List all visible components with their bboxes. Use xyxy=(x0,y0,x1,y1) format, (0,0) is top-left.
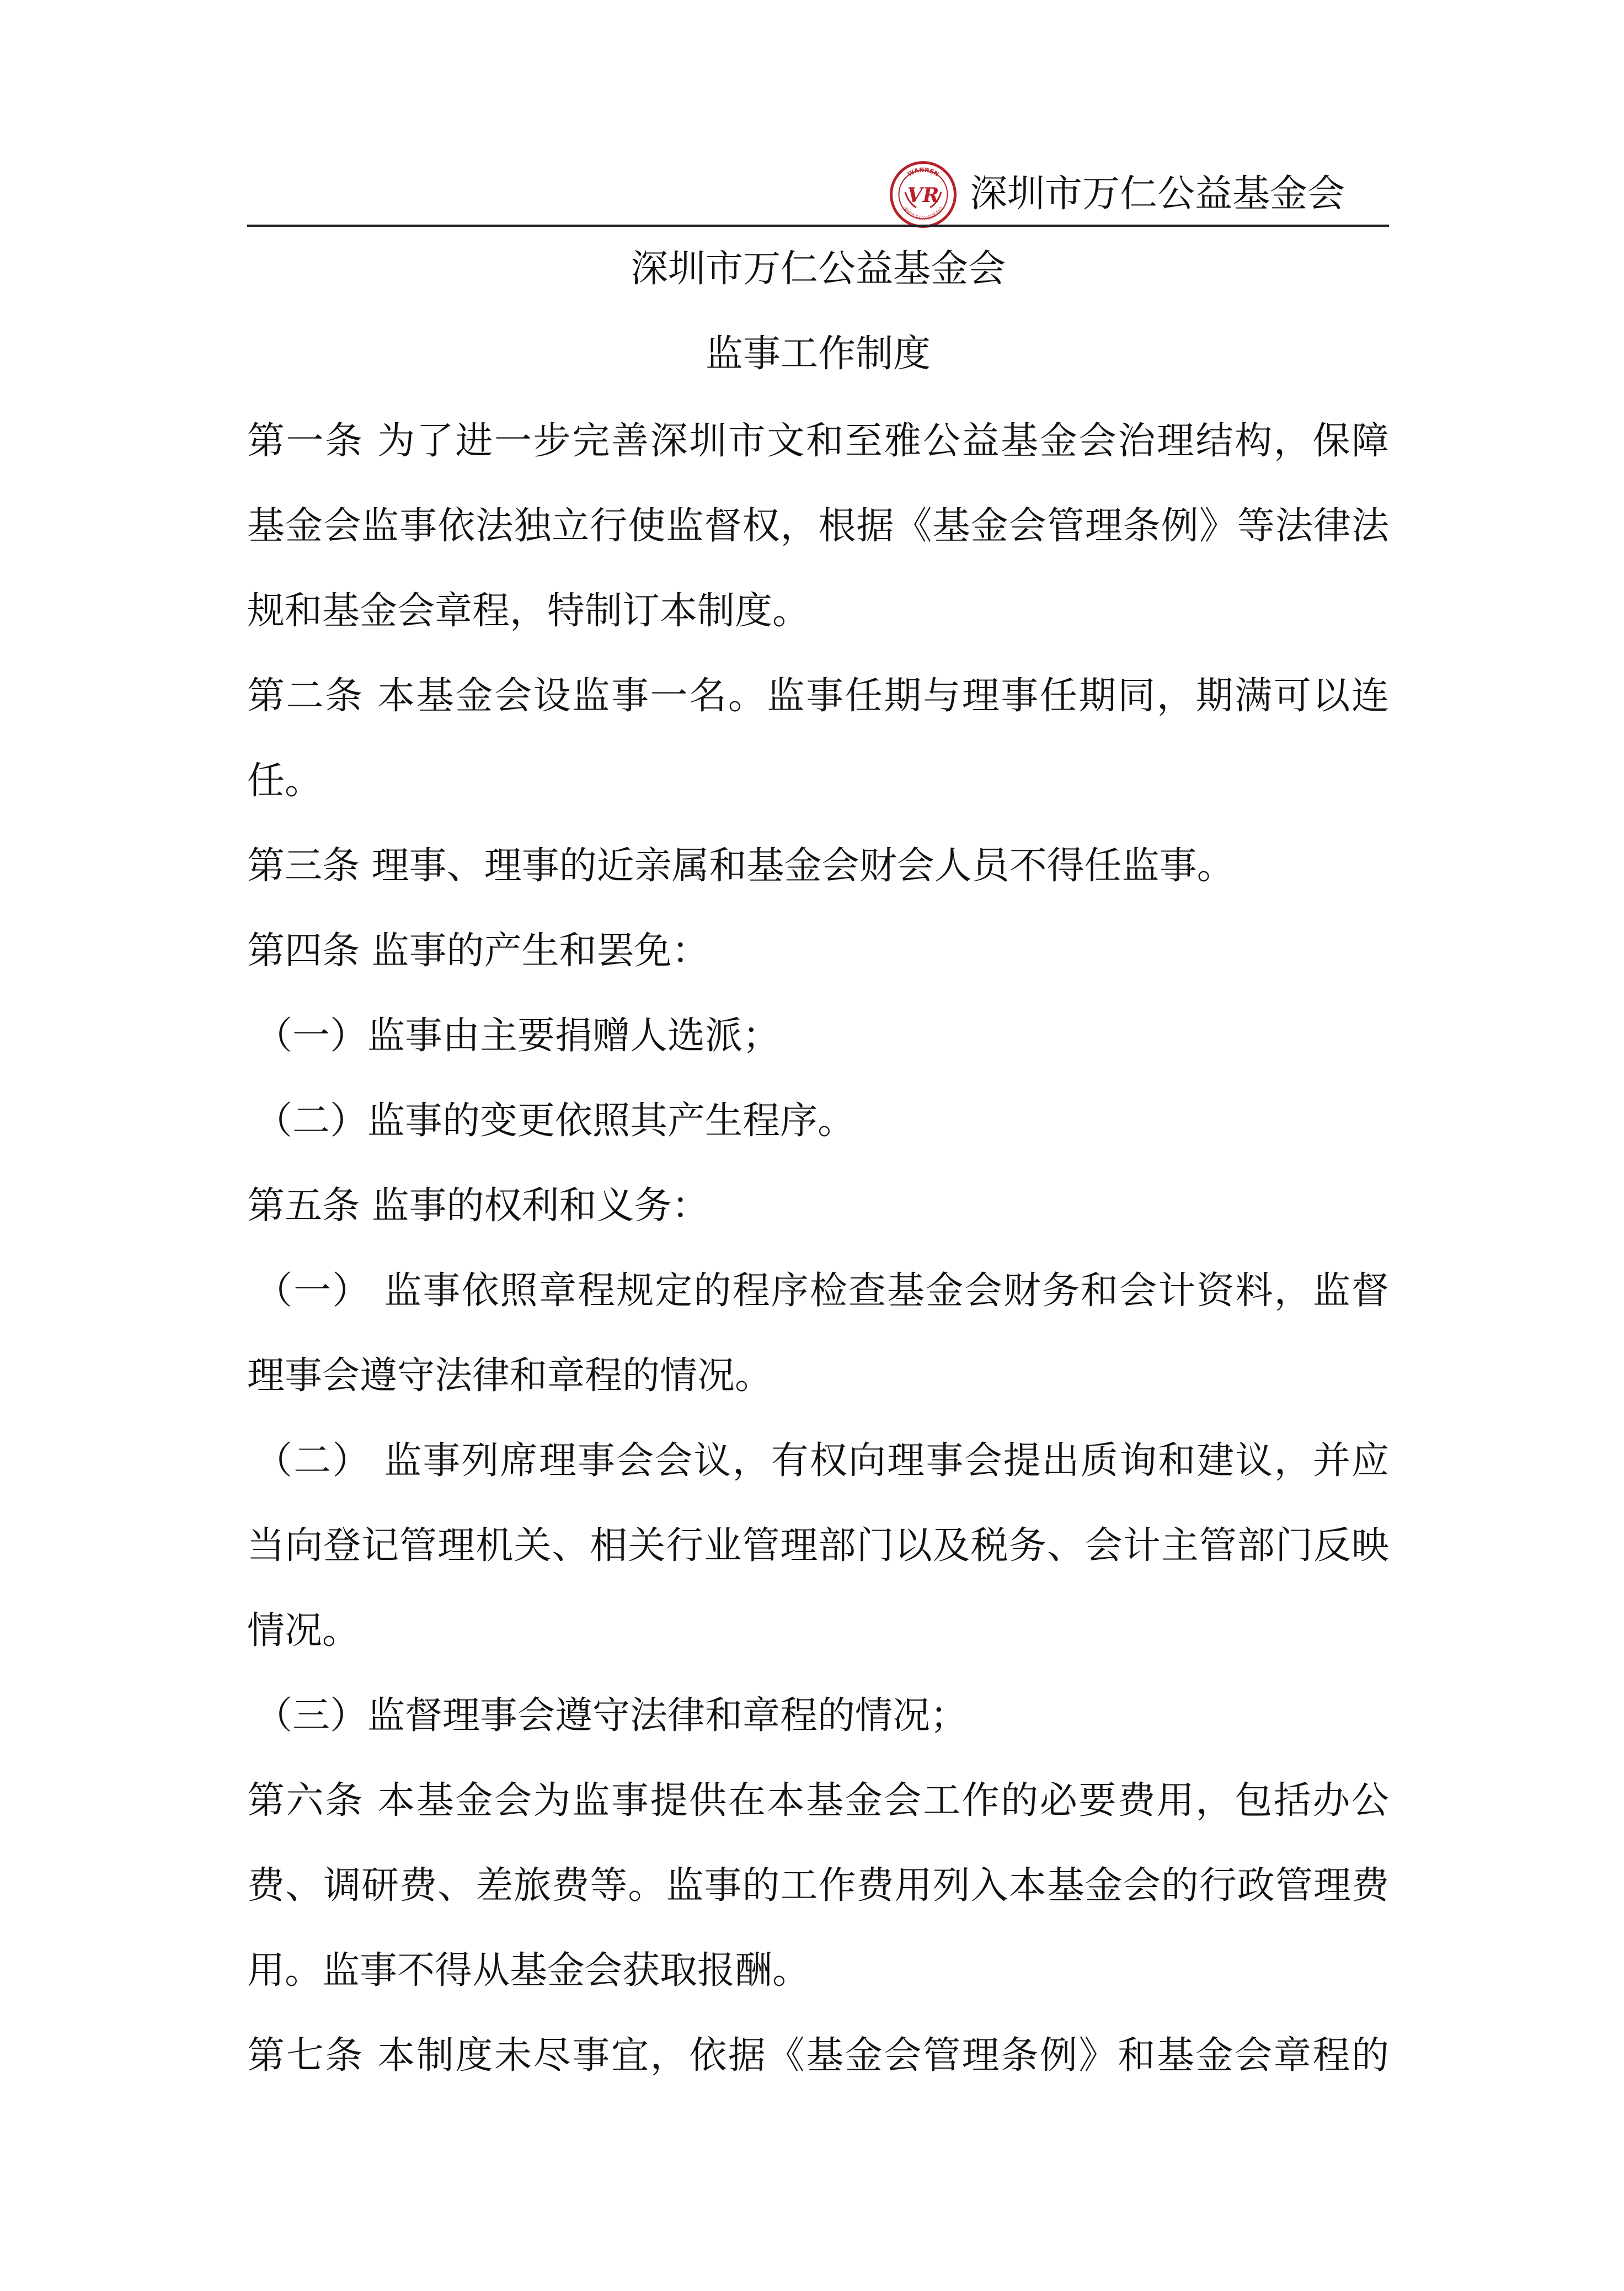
svg-text:深圳市万仁公益基金会: 深圳市万仁公益基金会 xyxy=(901,205,945,222)
article-6-line-3: 用。监事不得从基金会获取报酬。 xyxy=(247,1949,810,1992)
article-6-line-1: 第六条 本基金会为监事提供在本基金会工作的必要费用，包括办公 xyxy=(247,1779,1389,1823)
article-5-item-1-line-1: （一） 监事依照章程规定的程序检查基金会财务和会计资料，监督 xyxy=(255,1269,1389,1313)
header-divider xyxy=(247,225,1389,227)
header-org-name: 深圳市万仁公益基金会 xyxy=(970,172,1345,216)
document-title: 监事工作制度 xyxy=(705,332,931,376)
article-2-line-1: 第二条 本基金会设监事一名。监事任期与理事任期同，期满可以连 xyxy=(247,674,1389,718)
document-org-title: 深圳市万仁公益基金会 xyxy=(630,247,1006,291)
article-5-item-2-line-2: 当向登记管理机关、相关行业管理部门以及税务、会计主管部门反映 xyxy=(247,1524,1389,1568)
article-3: 第三条 理事、理事的近亲属和基金会财会人员不得任监事。 xyxy=(247,844,1235,888)
article-4-item-1: （一）监事由主要捐赠人选派； xyxy=(255,1014,781,1058)
article-1-line-3: 规和基金会章程，特制订本制度。 xyxy=(247,589,810,633)
article-5-heading: 第五条 监事的权利和义务： xyxy=(247,1184,709,1228)
article-5-item-2-line-1: （二） 监事列席理事会会议，有权向理事会提出质询和建议，并应 xyxy=(255,1439,1389,1483)
svg-text:VR: VR xyxy=(907,184,939,207)
article-1-line-1: 第一条 为了进一步完善深圳市文和至雅公益基金会治理结构，保障 xyxy=(247,419,1389,463)
article-2-line-2: 任。 xyxy=(247,759,323,803)
article-5-item-1-line-2: 理事会遵守法律和章程的情况。 xyxy=(247,1354,773,1398)
article-4-item-2: （二）监事的变更依照其产生程序。 xyxy=(255,1099,856,1143)
foundation-logo-icon xyxy=(889,160,958,229)
article-4-heading: 第四条 监事的产生和罢免： xyxy=(247,929,709,973)
article-5-item-2-line-3: 情况。 xyxy=(247,1609,360,1653)
article-6-line-2: 费、调研费、差旅费等。监事的工作费用列入本基金会的行政管理费 xyxy=(247,1864,1389,1908)
article-1-line-2: 基金会监事依法独立行使监督权，根据《基金会管理条例》等法律法 xyxy=(247,504,1389,548)
svg-text:WANREN: WANREN xyxy=(906,166,941,178)
article-7-line-1: 第七条 本制度未尽事宜，依据《基金会管理条例》和基金会章程的 xyxy=(247,2034,1389,2077)
article-5-item-3: （三）监督理事会遵守法律和章程的情况； xyxy=(255,1694,968,1738)
page-header xyxy=(247,160,1389,226)
